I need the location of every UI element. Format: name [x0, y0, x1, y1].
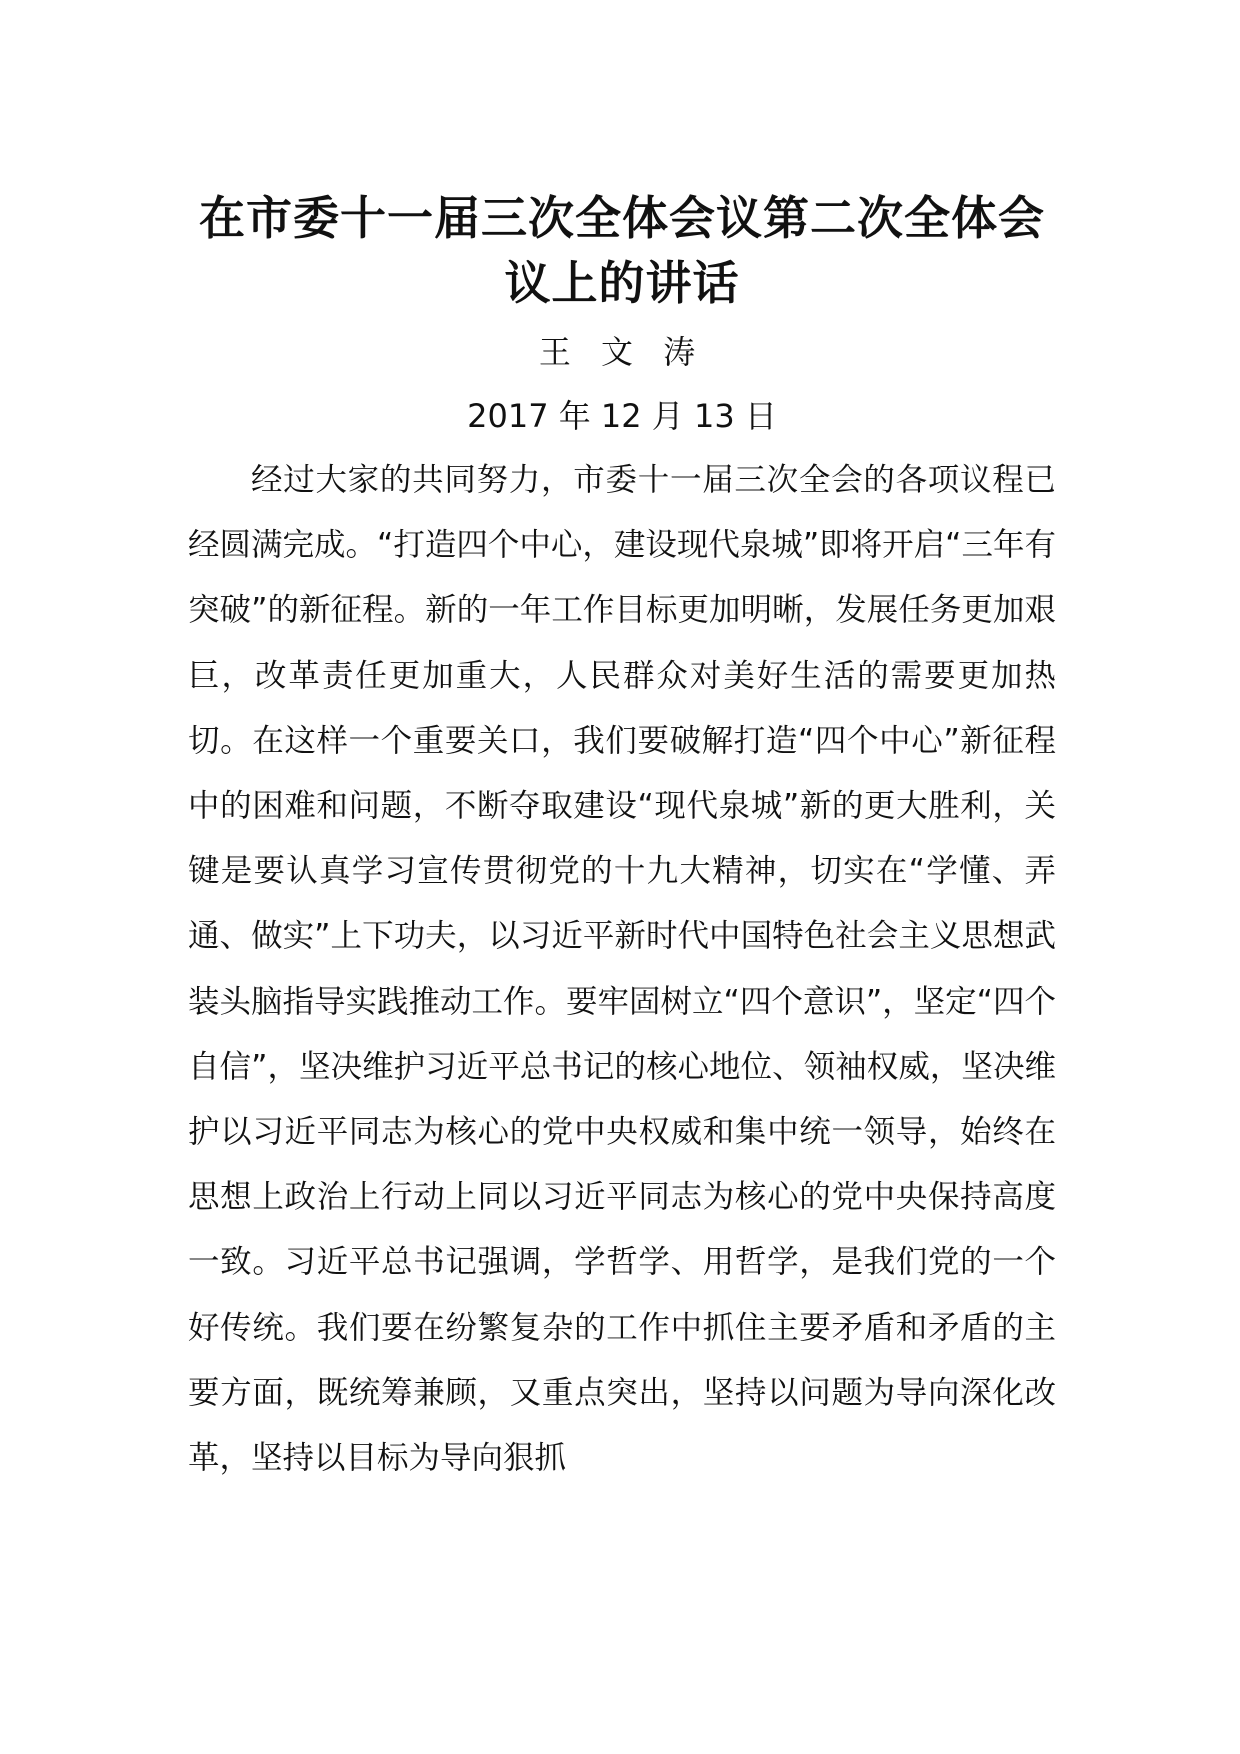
speech-date: 2017 年 12 月 13 日 [467, 397, 777, 435]
document-page [188, 186, 1056, 1491]
document-title: 在市委十一届三次全体会议第二次全体会议上的讲话 [199, 191, 1045, 310]
body-paragraph: 经过大家的共同努力，市委十一届三次全会的各项议程已经圆满完成。“打造四个中心，建设现代泉城”即将开启“三年有突破”的新征程。新的一年工作目标更加明晰，发展任务更加艰巨，改革责任更加重大，人民群众对美好生活的需要更加热切。在这样一个重要关口，我们要破解打造“四个中心”新征程中的困难和问题，不断夺取建设“现代泉城”新的更大胜利，关键是要认真学习宣传贯彻党的十九大精神，切实在“学懂、弄通、做实”上下功夫，以习近平新时代中国特色社会主义思想武装头脑指导实践推动工作。要牢固树立“四个意识”，坚定“四个自信”，坚决维护习近平总书记的核心地位、领袖权威，坚决维护以习近平同志为核心的党中央权威和集中统一领导，始终在思想上政治上行动上同以习近平同志为核心的党中央保持高度一致。习近平总书记强调，学哲学、用哲学，是我们党的一个好传统。我们要在纷繁复杂的工作中抓住主要矛盾和矛盾的主要方面，既统筹兼顾，又重点突出，坚持以问题为导向深化改革，坚持以目标为导向狠抓 [188, 462, 1056, 1477]
author-name: 王 文 涛 [538, 333, 706, 371]
